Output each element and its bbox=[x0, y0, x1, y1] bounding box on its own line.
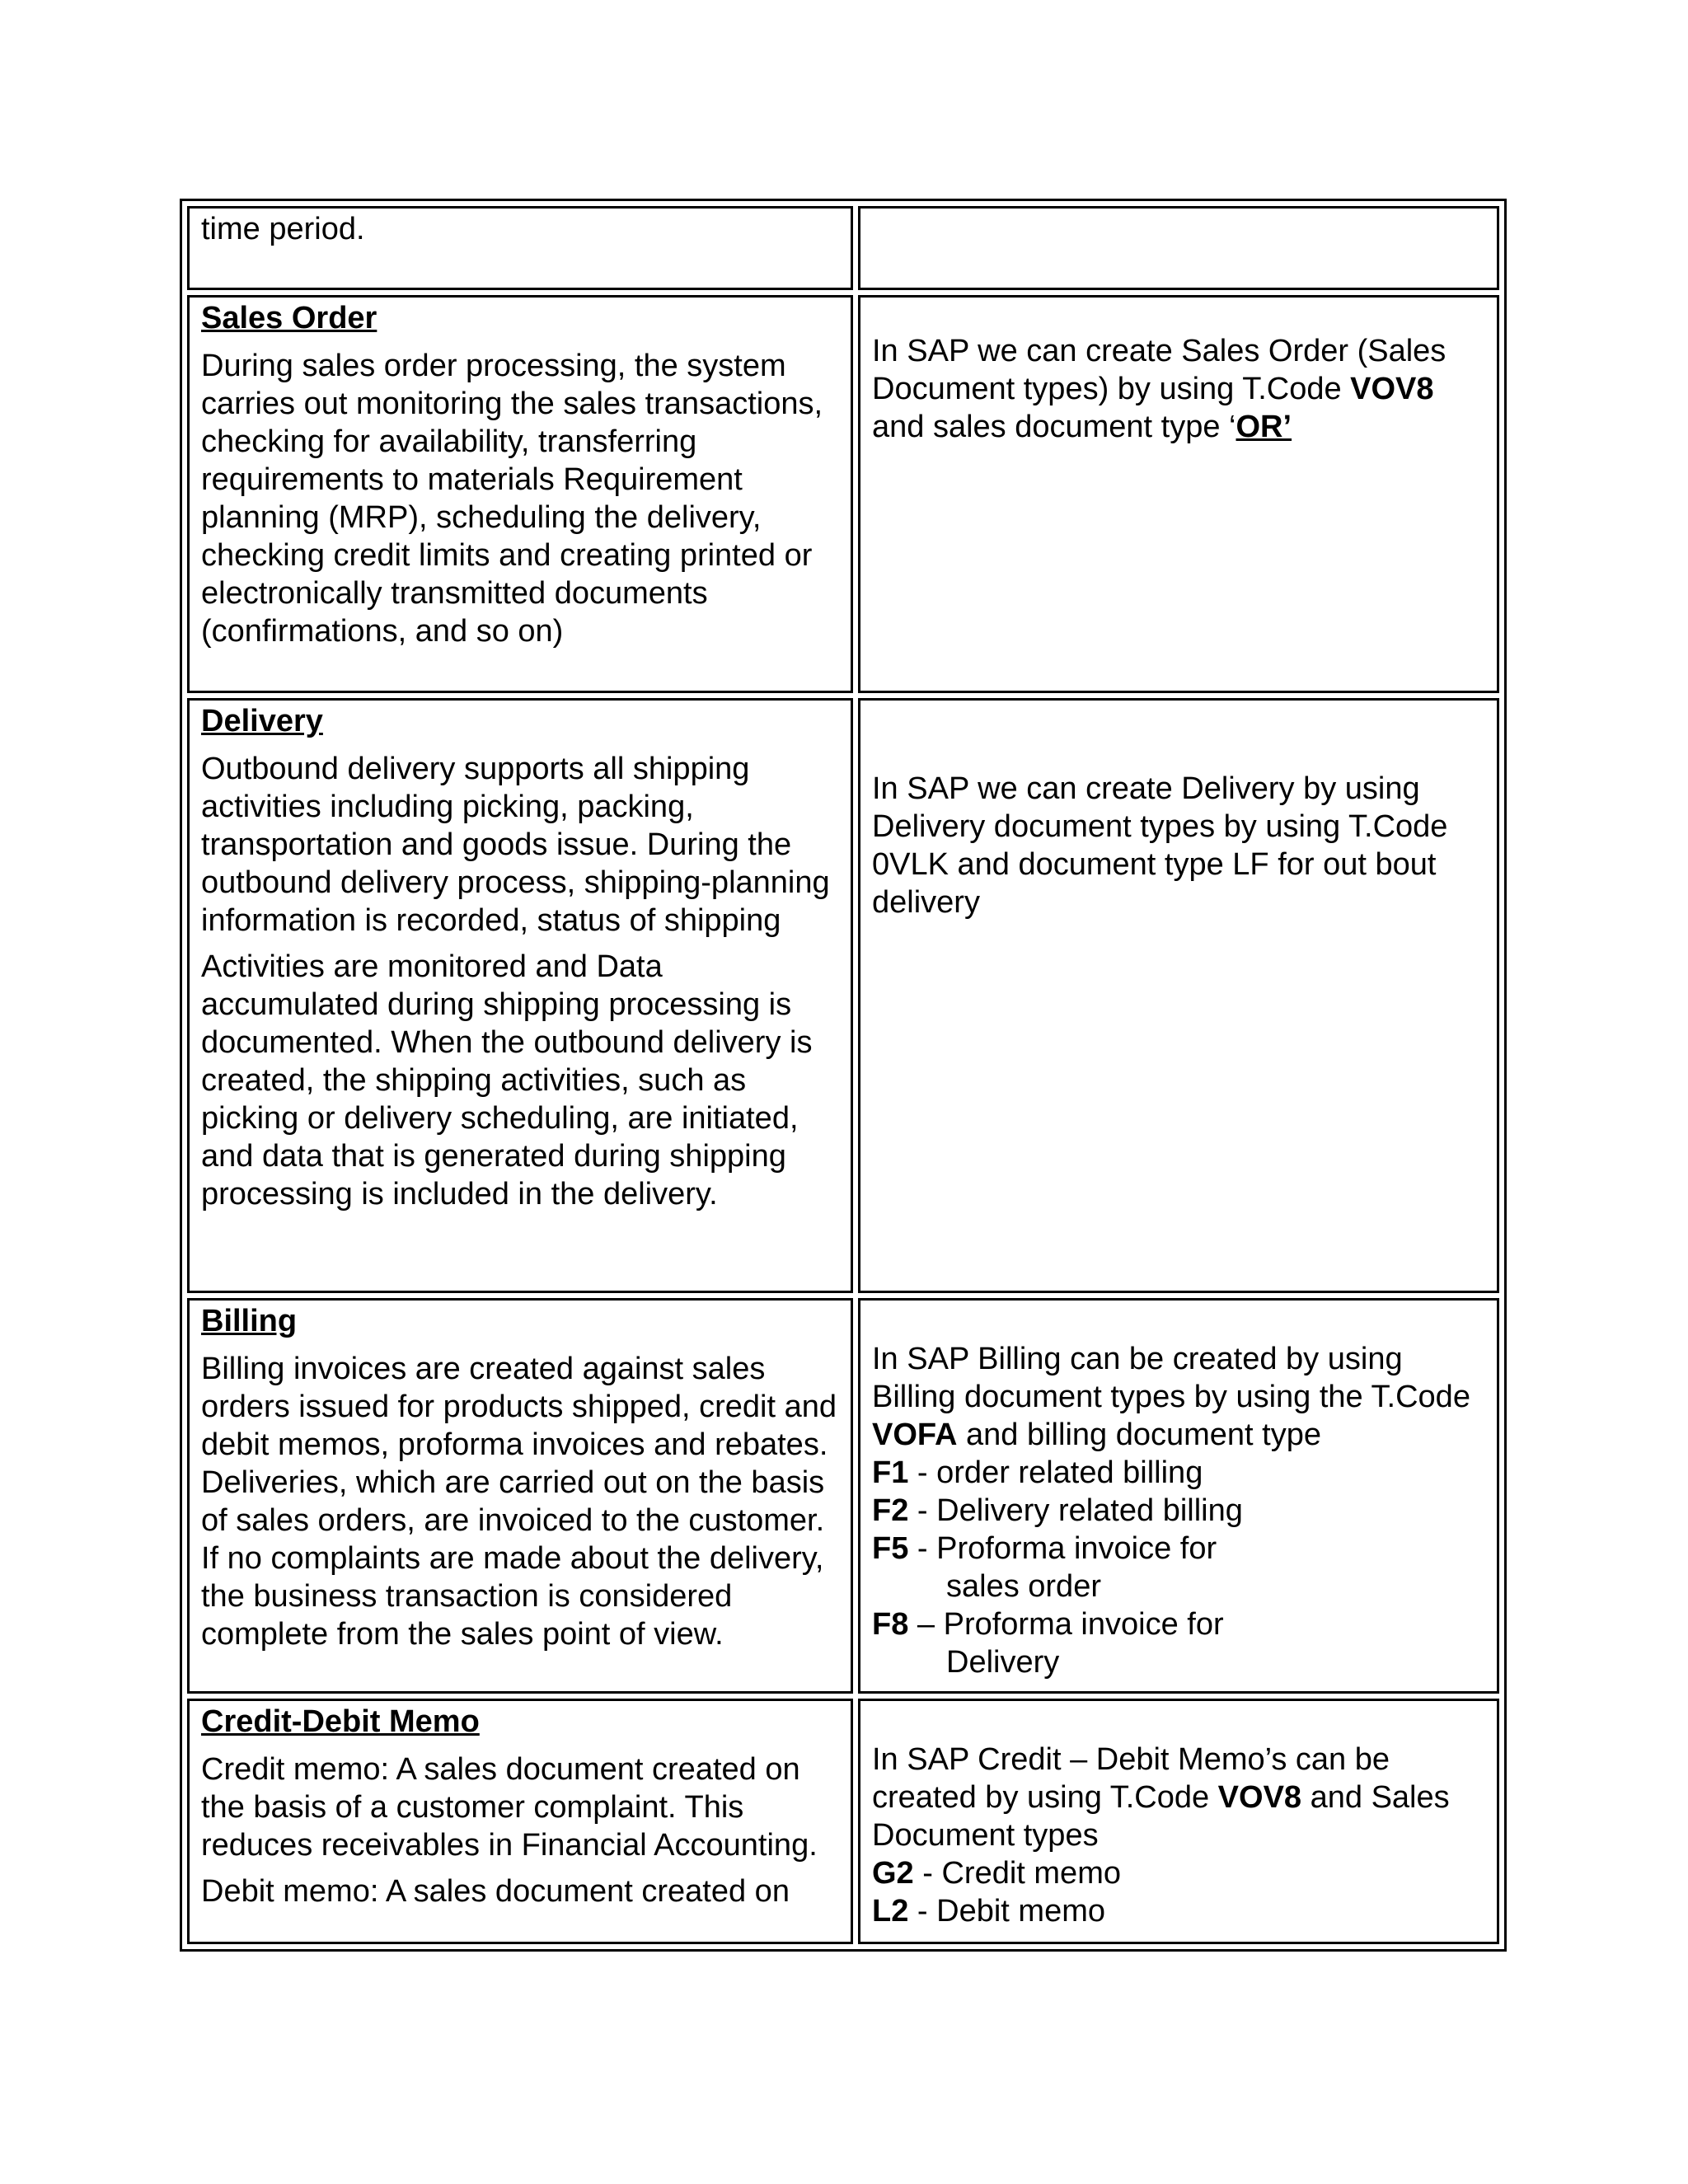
doc-type-description: Debit memo bbox=[936, 1894, 1105, 1929]
doc-type-item bbox=[872, 1892, 1485, 1930]
doc-type-description-continued: sales order bbox=[946, 1569, 1101, 1604]
sales-order-sap-cell bbox=[858, 295, 1499, 693]
sap-config-text: In SAP we can create Delivery by using Delivery document types by using T.Code 0VLK and document type LF for out bout delivery bbox=[872, 771, 1448, 920]
doc-type-description: Proforma invoice for bbox=[936, 1531, 1217, 1566]
doc-type-code: OR’ bbox=[1236, 410, 1292, 444]
separator: - bbox=[908, 1455, 937, 1490]
section-heading-delivery: Delivery bbox=[201, 704, 323, 738]
doc-type-item bbox=[872, 1454, 1485, 1492]
doc-type-description: Credit memo bbox=[941, 1856, 1121, 1891]
doc-type-code: L2 bbox=[872, 1894, 909, 1929]
table-row bbox=[187, 295, 1499, 693]
paragraph: time period. bbox=[201, 212, 365, 246]
credit-debit-sap-cell bbox=[858, 1699, 1499, 1944]
billing-sap-cell bbox=[858, 1298, 1499, 1694]
doc-type-item bbox=[872, 1854, 1485, 1892]
separator: - bbox=[908, 1531, 937, 1566]
doc-type-item bbox=[872, 1492, 1485, 1530]
doc-type-description: Proforma invoice for bbox=[943, 1607, 1224, 1642]
paragraph: Credit memo: A sales document created on the basis of a customer complaint. This reduces receivables in Financial Accounting. bbox=[201, 1752, 818, 1863]
doc-type-description: Delivery related billing bbox=[936, 1493, 1243, 1528]
paragraph: Outbound delivery supports all shipping activities including picking, packing, transportation and goods issue. During the outbound delivery process, shipping-planning information is recorded, status of shipping bbox=[201, 752, 830, 938]
separator: - bbox=[908, 1493, 937, 1528]
tcode: VOV8 bbox=[1217, 1780, 1302, 1815]
row1-right-cell bbox=[858, 206, 1499, 290]
table-row bbox=[187, 1699, 1499, 1944]
credit-debit-description-cell bbox=[187, 1699, 853, 1944]
doc-type-code: F2 bbox=[872, 1493, 909, 1528]
doc-type-code: F8 bbox=[872, 1607, 909, 1642]
table-row bbox=[187, 698, 1499, 1293]
section-heading-credit-debit-memo: Credit-Debit Memo bbox=[201, 1704, 480, 1739]
separator: - bbox=[913, 1856, 942, 1891]
section-heading-billing: Billing bbox=[201, 1304, 298, 1338]
tcode: VOFA bbox=[872, 1418, 958, 1452]
doc-type-code: G2 bbox=[872, 1856, 914, 1891]
section-heading-sales-order: Sales Order bbox=[201, 301, 377, 335]
text-fragment: In SAP Credit – Debit Memo’s can be created by using T.Code bbox=[872, 1742, 1390, 1815]
tcode: VOV8 bbox=[1350, 372, 1434, 406]
text-fragment: and Sales Document types bbox=[872, 1780, 1450, 1853]
paragraph: During sales order processing, the system carries out monitoring the sales transactions, checking for availability, transferring requirements to materials Requirement planning (MRP), scheduling the delivery, checking credit limits and creating printed or electronically transmitted documents (confirmations, and so on) bbox=[201, 349, 823, 649]
text-fragment: In SAP we can create Sales Order (Sales Document types) by using T.Code bbox=[872, 334, 1447, 406]
doc-type-description: order related billing bbox=[936, 1455, 1203, 1490]
delivery-sap-cell bbox=[858, 698, 1499, 1293]
billing-description-cell bbox=[187, 1298, 853, 1694]
doc-type-description-continued: Delivery bbox=[946, 1645, 1060, 1680]
sd-document-table bbox=[180, 199, 1507, 1952]
doc-type-code: F1 bbox=[872, 1455, 909, 1490]
doc-type-item bbox=[872, 1530, 1485, 1568]
sales-order-description-cell bbox=[187, 295, 853, 693]
sap-config-text bbox=[872, 1302, 1485, 1454]
text-fragment: and sales document type ‘ bbox=[872, 410, 1236, 444]
row1-left-cell bbox=[187, 206, 853, 290]
delivery-description-cell bbox=[187, 698, 853, 1293]
doc-type-code: F5 bbox=[872, 1531, 909, 1566]
doc-type-item bbox=[872, 1605, 1485, 1643]
sap-config-text bbox=[872, 1703, 1485, 1854]
paragraph: Billing invoices are created against sales orders issued for products shipped, credit and debit memos, proforma invoices and rebates. Deliveries, which are carried out on the basis of sales orders, are invoiced to the customer. If no complaints are made about the delivery, the business transaction is considered complete from the sales point of view. bbox=[201, 1352, 837, 1652]
text-fragment: and billing document type bbox=[957, 1418, 1321, 1452]
paragraph: Debit memo: A sales document created on bbox=[201, 1874, 790, 1909]
table-row bbox=[187, 206, 1499, 290]
separator: – bbox=[908, 1607, 944, 1642]
separator: - bbox=[908, 1894, 937, 1929]
table-row bbox=[187, 1298, 1499, 1694]
paragraph: Activities are monitored and Data accumulated during shipping processing is documented. When the outbound delivery is created, the shipping activities, such as picking or delivery scheduling, are initiated, and data that is generated during shipping processing is included in the delivery. bbox=[201, 949, 813, 1212]
text-fragment: In SAP Billing can be created by using Billing document types by using the T.Code bbox=[872, 1342, 1470, 1414]
sap-config-text bbox=[872, 299, 1485, 446]
